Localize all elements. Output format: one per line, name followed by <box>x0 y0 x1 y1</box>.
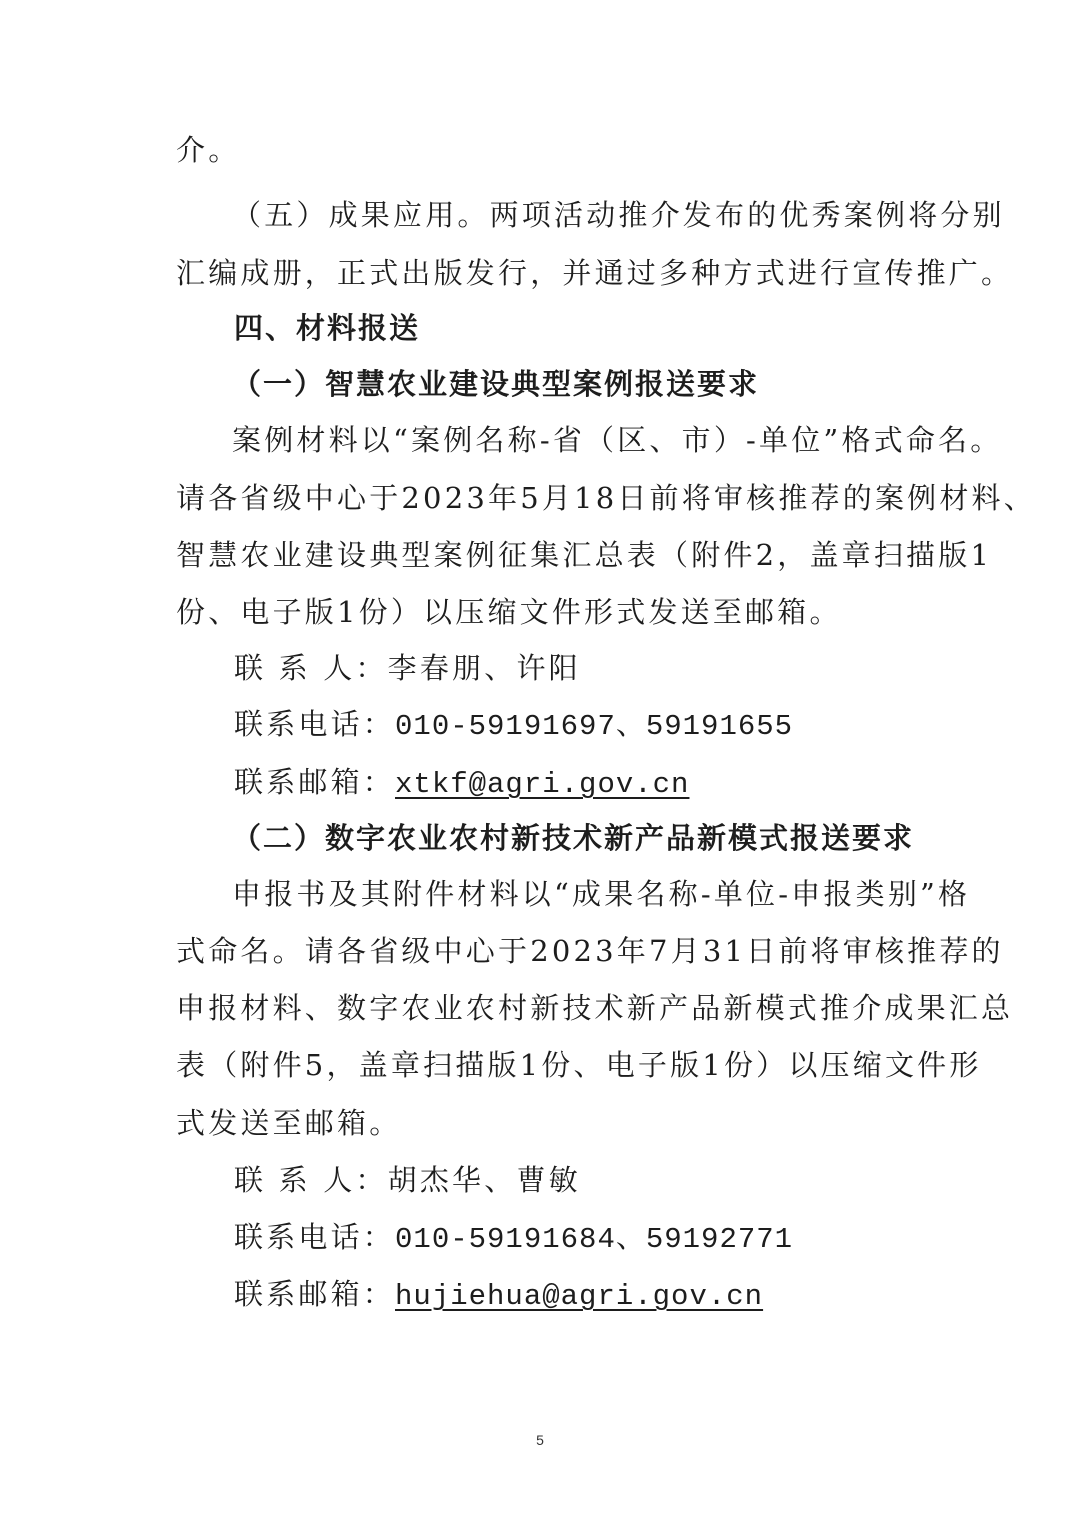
product-paragraph-line: 表（附件5，盖章扫描版1份、电子版1份）以压缩文件形 <box>176 1048 982 1082</box>
subsection-heading: （二）数字农业农村新技术新产品新模式报送要求 <box>232 821 915 855</box>
contact-phone-label: 联系电话： <box>234 1220 396 1254</box>
contact-email-row <box>234 762 689 805</box>
contact-person-label: 联 系 人： <box>234 1163 388 1197</box>
case-paragraph-line: 案例材料以“案例名称-省（区、市）-单位”格式命名。 <box>232 423 1003 457</box>
contact-phone-value: 010-59191684、59192771 <box>395 1223 794 1256</box>
results-paragraph-line: （五）成果应用。两项活动推介发布的优秀案例将分别 <box>232 198 1005 232</box>
contact-email-link[interactable]: hujiehua@agri.gov.cn <box>395 1280 764 1313</box>
product-paragraph-line: 式命名。请各省级中心于2023年7月31日前将审核推荐的 <box>176 934 1004 968</box>
page-number: 5 <box>536 1432 544 1448</box>
contact-email-label: 联系邮箱： <box>234 1277 396 1311</box>
contact-person-value: 李春朋、许阳 <box>387 651 581 685</box>
contact-email-row <box>234 1274 763 1317</box>
contact-person-row <box>234 648 581 688</box>
contact-person-row <box>234 1160 581 1200</box>
case-paragraph-line: 请各省级中心于2023年5月18日前将审核推荐的案例材料、 <box>176 481 1036 515</box>
contact-phone-label: 联系电话： <box>234 707 396 741</box>
contact-phone-row <box>234 704 793 747</box>
continuation-text: 介。 <box>176 133 241 167</box>
contact-phone-value: 010-59191697、59191655 <box>395 710 794 743</box>
product-paragraph-line: 申报材料、数字农业农村新技术新产品新模式推介成果汇总 <box>176 991 1014 1025</box>
contact-phone-row <box>234 1217 793 1260</box>
results-paragraph-line: 汇编成册，正式出版发行，并通过多种方式进行宣传推广。 <box>176 256 1014 290</box>
contact-person-value: 胡杰华、曹敏 <box>387 1163 581 1197</box>
section-heading: 四、材料报送 <box>234 311 421 345</box>
subsection-heading: （一）智慧农业建设典型案例报送要求 <box>232 367 760 401</box>
contact-email-label: 联系邮箱： <box>234 765 396 799</box>
product-paragraph-line: 式发送至邮箱。 <box>176 1106 402 1140</box>
contact-person-label: 联 系 人： <box>234 651 388 685</box>
case-paragraph-line: 份、电子版1份）以压缩文件形式发送至邮箱。 <box>176 595 842 629</box>
product-paragraph-line: 申报书及其附件材料以“成果名称-单位-申报类别”格 <box>232 877 971 911</box>
contact-email-link[interactable]: xtkf@agri.gov.cn <box>395 768 690 801</box>
case-paragraph-line: 智慧农业建设典型案例征集汇总表（附件2，盖章扫描版1 <box>176 538 993 572</box>
